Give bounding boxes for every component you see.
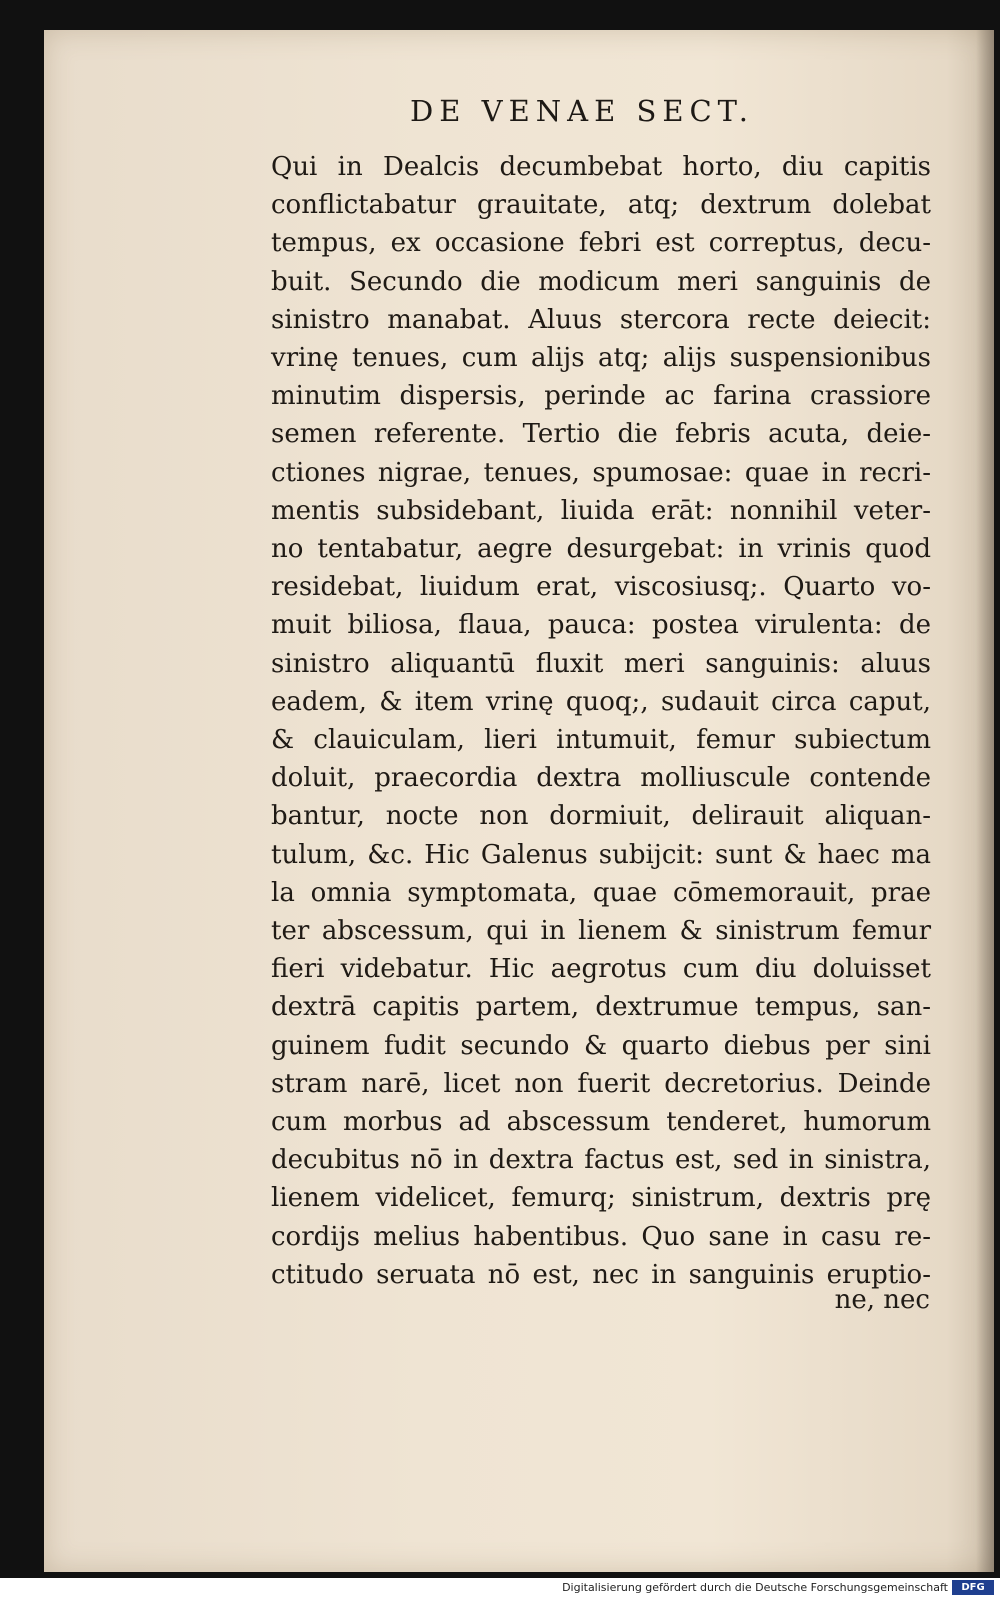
text-line: guinem fudit secundo & quarto diebus per sini: [271, 1030, 931, 1061]
text-line: cordijs melius habentibus. Quo sane in casu re-: [271, 1221, 931, 1252]
text-line: bantur, nocte non dormiuit, delirauit aliquan-: [271, 801, 931, 832]
text-line: tempus, ex occasione febri est correptus, decu-: [271, 228, 931, 259]
text-line: ctiones nigrae, tenues, spumosae: quae in recri-: [271, 457, 931, 488]
text-line: tulum, &c. Hic Galenus subijcit: sunt & haec ma: [271, 839, 931, 870]
text-line: la omnia symptomata, quae cōmemorauit, prae: [271, 877, 931, 908]
text-line: muit biliosa, flaua, pauca: postea virulenta: de: [271, 610, 931, 641]
text-line: ter abscessum, qui in lienem & sinistrum femur: [271, 916, 931, 947]
text-line: sinistro aliquantū fluxit meri sanguinis: aluus: [271, 648, 931, 679]
funding-credit: Digitalisierung gefördert durch die Deutsche Forschungsgemeinschaft: [562, 1581, 948, 1594]
text-line: decubitus nō in dextra factus est, sed in sinistra,: [271, 1145, 931, 1176]
text-line: doluit, praecordia dextra molliuscule contende: [271, 763, 931, 794]
text-line: conflictabatur grauitate, atq; dextrum dolebat: [271, 190, 931, 221]
page-spine-edge: [976, 30, 994, 1572]
text-line: cum morbus ad abscessum tenderet, humorum: [271, 1107, 931, 1138]
text-line: & clauiculam, lieri intumuit, femur subiectum: [271, 725, 931, 756]
text-line: buit. Secundo die modicum meri sanguinis de: [271, 266, 931, 297]
text-line: semen referente. Tertio die febris acuta, deie-: [271, 419, 931, 450]
text-line: eadem, & item vrinę quoq;, sudauit circa caput,: [271, 686, 931, 717]
catchword: ne, nec: [834, 1285, 930, 1315]
text-line: residebat, liuidum erat, viscosiusq;. Quarto vo-: [271, 572, 931, 603]
text-line: Qui in Dealcis decumbebat horto, diu capitis: [271, 152, 931, 182]
text-line: dextrā capitis partem, dextrumue tempus, san-: [271, 992, 931, 1023]
text-line: minutim dispersis, perinde ac farina crassiore: [271, 381, 931, 412]
text-line: mentis subsidebant, liuida erāt: nonnihil veter-: [271, 495, 931, 526]
footer-bar: [0, 1578, 1000, 1599]
text-line: lienem videlicet, femurq; sinistrum, dextris prę: [271, 1183, 931, 1214]
body-text: [271, 148, 931, 1294]
text-line: no tentabatur, aegre desurgebat: in vrinis quod: [271, 534, 931, 565]
running-head: DE VENAE SECT.: [410, 94, 754, 128]
text-line: vrinę tenues, cum alijs atq; alijs suspensionibus: [271, 343, 931, 374]
text-line: stram narē, licet non fuerit decretorius. Deinde: [271, 1068, 931, 1099]
text-line: sinistro manabat. Aluus stercora recte deiecit:: [271, 304, 931, 335]
dfg-logo: DFG: [952, 1580, 994, 1595]
text-line: fieri videbatur. Hic aegrotus cum diu doluisset: [271, 954, 931, 985]
text-line: ctitudo seruata nō est, nec in sanguinis eruptio-: [271, 1259, 931, 1290]
